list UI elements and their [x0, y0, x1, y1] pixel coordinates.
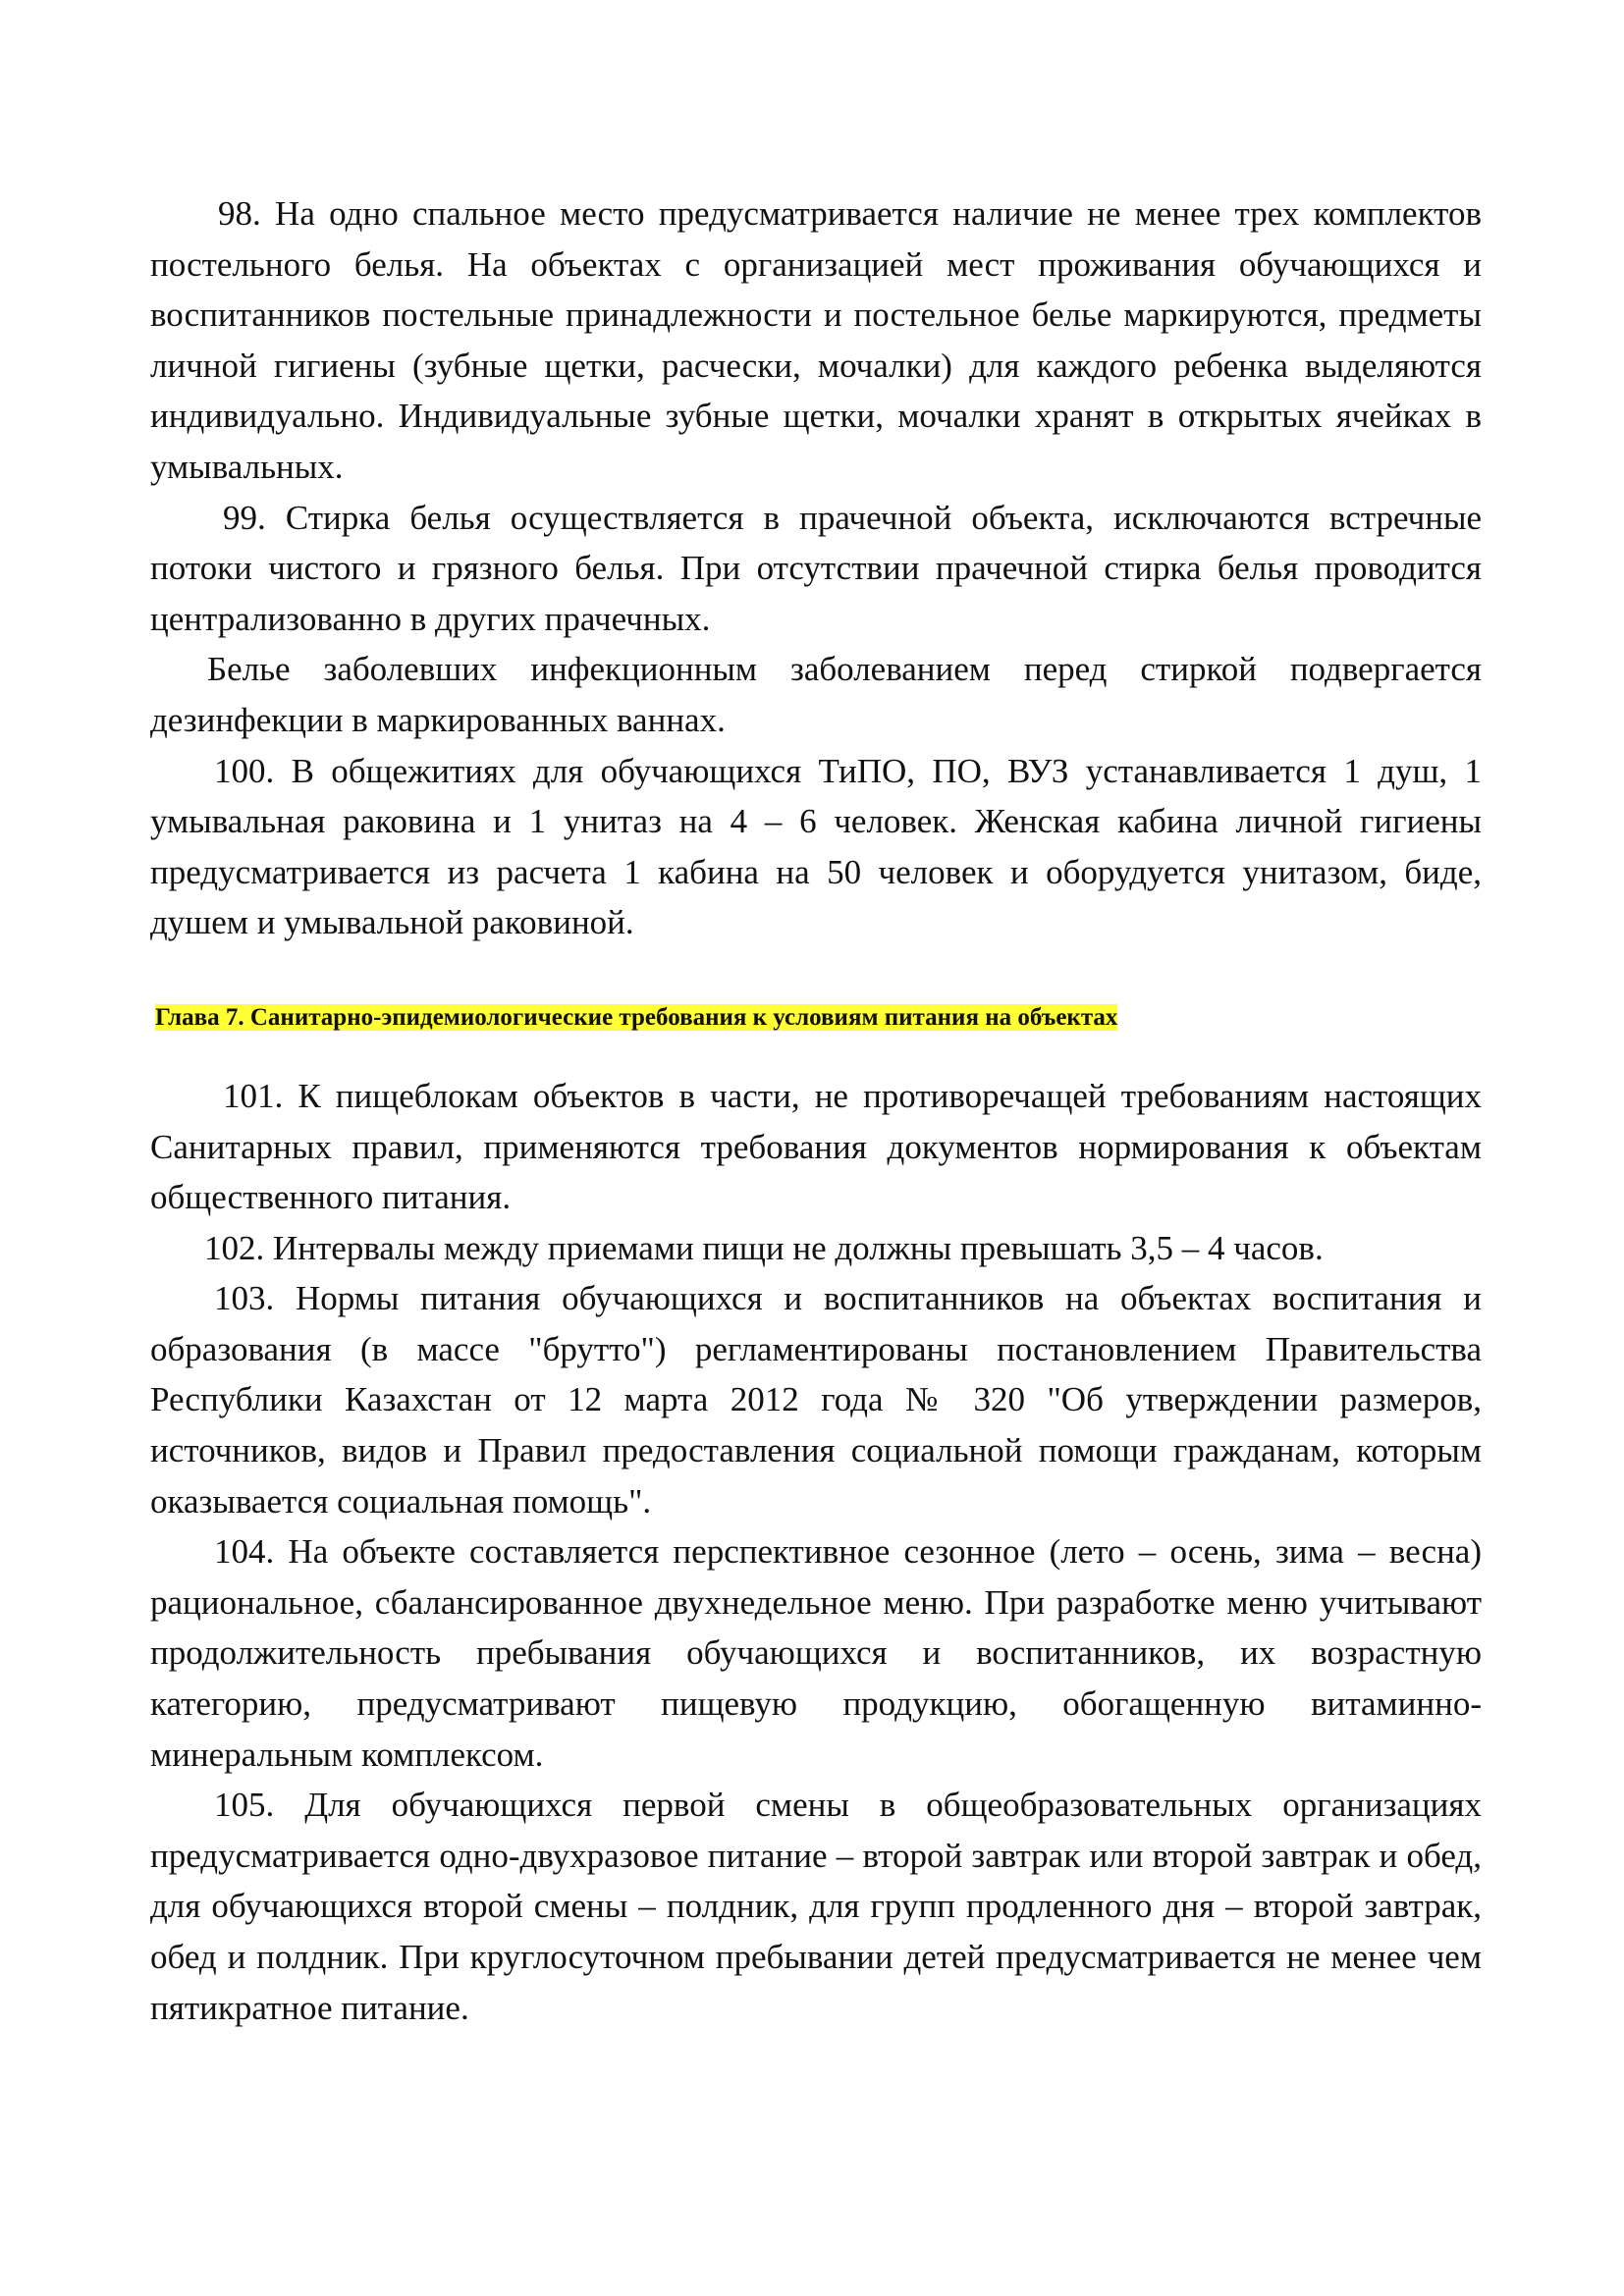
chapter-heading: Глава 7. Санитарно-эпидемиологические требования к условиям питания на объектах — [155, 1003, 1118, 1031]
paragraph-103: 103. Нормы питания обучающихся и воспитанников на объектах воспитания и образования (в массе "брутто") регламентированы постановлением Правительства Республики Казахстан от 12 марта 2012 года № 320 "Об утверждении размеров, источников, видов и Правил предоставления социальной помощи гражданам, которым оказывается социальная помощь". — [150, 1279, 1482, 1521]
paragraph-99: 99. Стирка белья осуществляется в прачечной объекта, исключаются встречные потоки чистого и грязного белья. При отсутствии прачечной стирка белья проводится централизованно в других прачечных. — [150, 498, 1482, 638]
document-page — [150, 188, 1482, 2033]
paragraph-102: 102. Интервалы между приемами пищи не должны превышать 3,5 – 4 часов. — [204, 1228, 1324, 1267]
paragraph-101: 101. К пищеблокам объектов в части, не противоречащей требованиям настоящих Санитарных правил, применяются требования документов нормирования к объектам общественного питания. — [150, 1076, 1482, 1217]
paragraph-98: 98. На одно спальное место предусматривается наличие не менее трех комплектов постельного белья. На объектах с организацией мест проживания обучающихся и воспитанников постельные принадлежности и постельное белье маркируются, предметы личной гигиены (зубные щетки, расчески, мочалки) для каждого ребенка выделяются индивидуально. Индивидуальные зубные щетки, мочалки хранят в открытых ячейках в умывальных. — [150, 194, 1482, 486]
paragraph-linen-disinfection: Белье заболевших инфекционным заболеванием перед стиркой подвергается дезинфекции в маркированных ваннах. — [150, 650, 1482, 739]
chapter-heading-block — [150, 997, 1482, 1035]
paragraph-105: 105. Для обучающихся первой смены в общеобразовательных организациях предусматривается одно-двухразовое питание – второй завтрак или второй завтрак и обед, для обучающихся второй смены – полдник, для групп продленного дня – второй завтрак, обед и полдник. При круглосуточном пребывании детей предусматривается не менее чем пятикратное питание. — [150, 1786, 1482, 2027]
paragraph-104: 104. На объекте составляется перспективное сезонное (лето – осень, зима – весна) рациональное, сбалансированное двухнедельное меню. При разработке меню учитывают продолжительность пребывания обучающихся и воспитанников, их возрастную категорию, предусматривают пищевую продукцию, обогащенную витаминно-минеральным комплексом. — [150, 1532, 1482, 1774]
paragraph-100: 100. В общежитиях для обучающихся ТиПО, ПО, ВУЗ устанавливается 1 душ, 1 умывальная раковина и 1 унитаз на 4 – 6 человек. Женская кабина личной гигиены предусматривается из расчета 1 кабина на 50 человек и оборудуется унитазом, биде, душем и умывальной раковиной. — [150, 751, 1482, 942]
